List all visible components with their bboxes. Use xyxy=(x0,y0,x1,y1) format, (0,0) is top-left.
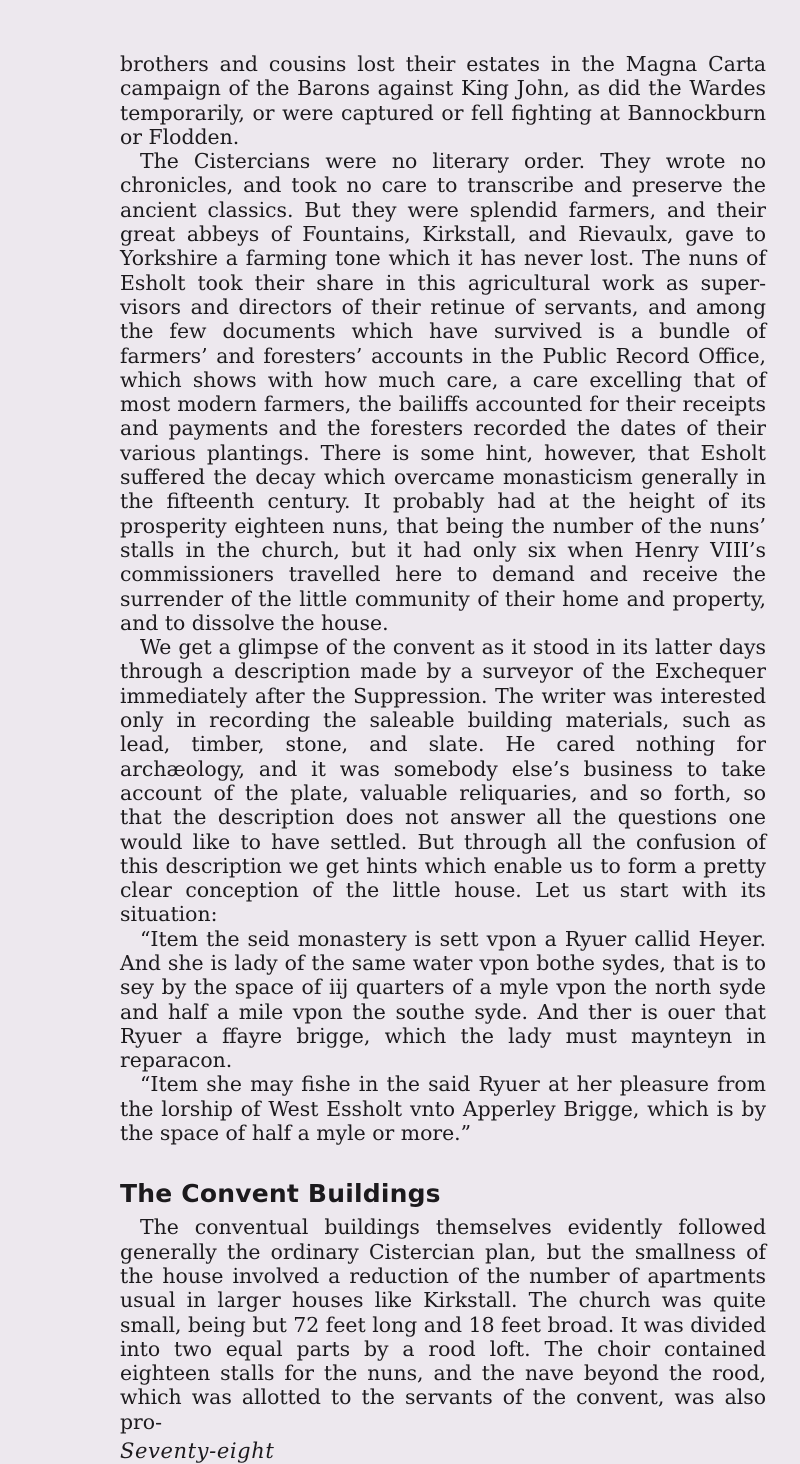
paragraph-conventual-buildings: The conventual buildings themselves evidently followed generally the ordinary Cistercian plan, but the smallness of the house involved a reduction of the number of apartments usual in larger houses like Kirkstall. The church was quite small, being but 72 feet long and 18 feet broad. It was divided into two equal parts by a rood loft. The choir contained eighteen stalls for the nuns, and the nave beyond the rood, which was allotted to the servants of the convent, was also pro- xyxy=(120,1215,766,1434)
quotation-item-fishing: “Item she may fishe in the said Ryuer at her pleasure from the lorship of West Essholt vnto Apperley Brigge, which is by the space of half a myle or more.” xyxy=(120,1072,766,1146)
section-heading: The Convent Buildings xyxy=(120,1179,441,1209)
page-number-label: Seventy-eight xyxy=(120,1439,275,1464)
quotation-item-monastery: “Item the seid monastery is sett vpon a Ryuer callid Heyer. And she is lady of the same water vpon bothe sydes, that is to sey by the space of iij quarters of a myle vpon the north syde and half a mile vpon the southe syde. And ther is ouer that Ryuer a ffayre brigge, which the lady must maynteyn in reparacon. xyxy=(120,926,766,1073)
paragraph-cistercians: The Cistercians were no literary order. They wrote no chronicles, and took no care to transcribe and preserve the ancient classics. But they were splendid farmers, and their great abbeys of Fountains, Kirkstall, and Rievaulx, gave to Yorkshire a farming tone which it has never lost. The nuns of Esholt took their share in this agricultural work as super-visors and directors of their retinue of servants, and among the few documents which have survived is a bundle of farmers’ and foresters’ accounts in the Public Record Office, which shows with how much care, a care excelling that of most modern farmers, the bailiffs accounted for their receipts and payments and the foresters recorded the dates of their various plantings. There is some hint, however, that Esholt suffered the decay which overcame monasticism generally in the fifteenth century. It probably had at the height of its prosperity eighteen nuns, that being the number of the nuns’ stalls in the church, but it had only six when Henry VIII’s commissioners travelled here to demand and receive the surrender of the little community of their home and property, and to dissolve the house. xyxy=(120,149,766,635)
paragraph-convent-glimpse: We get a glimpse of the convent as it stood in its latter days through a description made by a surveyor of the Exchequer immediately after the Suppression. The writer was interested only in recording the saleable building materials, such as lead, timber, stone, and slate. He cared nothing for archæology, and it was somebody else’s business to take account of the plate, valuable reliquaries, and so forth, so that the description does not answer all the questions one would like to have settled. But through all the confusion of this description we get hints which enable us to form a pretty clear conception of the little house. Let us start with its situation: xyxy=(120,635,766,927)
paragraph-continuation: brothers and cousins lost their estates in the Magna Carta campaign of the Barons against King John, as did the Wardes temporarily, or were captured or fell fighting at Bannockburn or Flodden. xyxy=(120,52,766,149)
